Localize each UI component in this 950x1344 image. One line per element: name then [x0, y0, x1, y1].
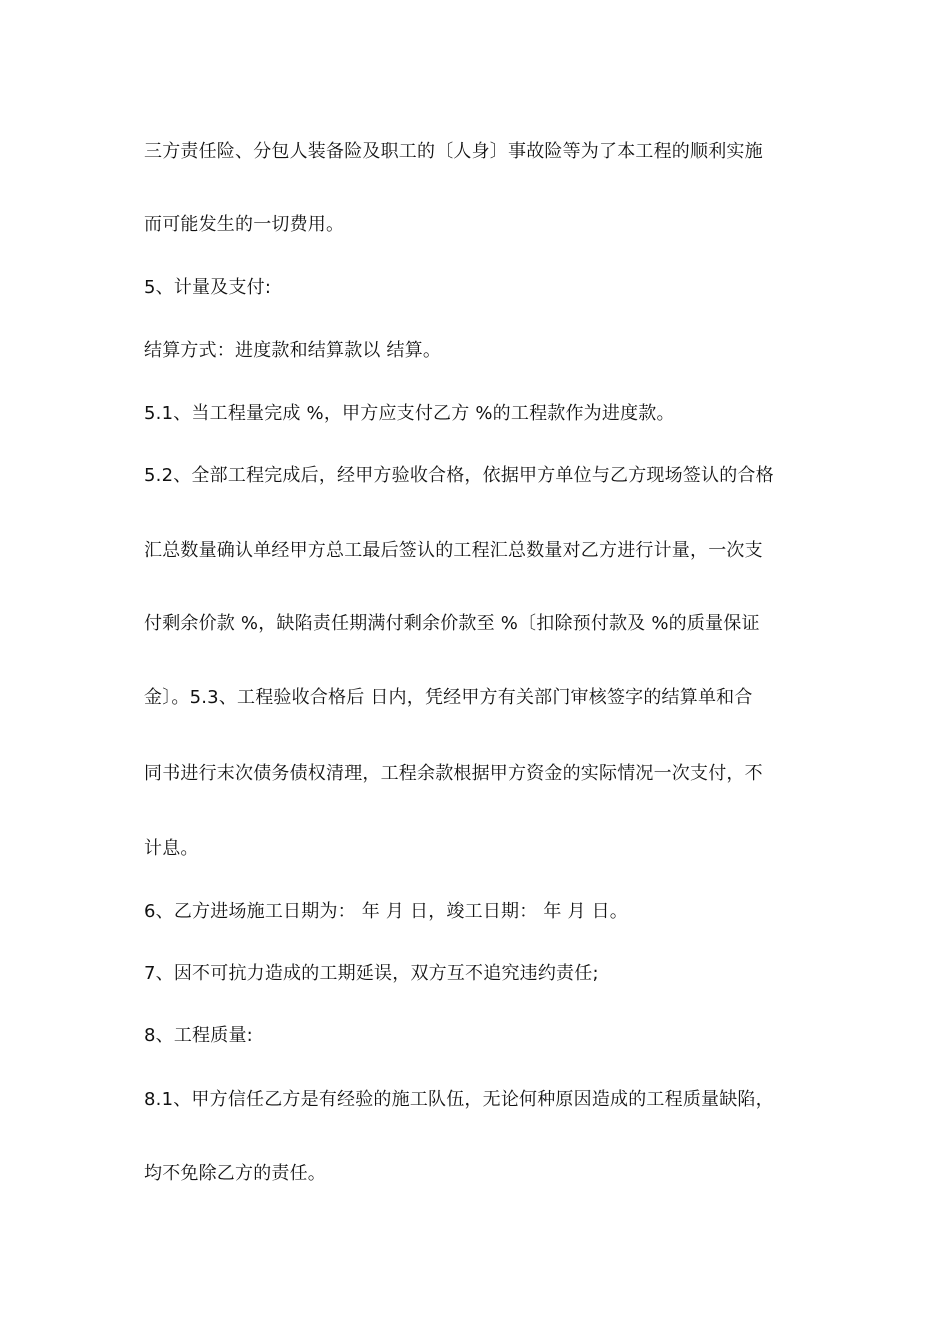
text-line: 金〕。5.3、工程验收合格后 日内，凭经甲方有关部门审核签字的结算单和合 — [144, 687, 753, 708]
text-line: 8.1、甲方信任乙方是有经验的施工队伍，无论何种原因造成的工程质量缺陷， — [144, 1089, 774, 1110]
section-heading: 8、工程质量: — [144, 1025, 253, 1046]
text-line: 7、因不可抗力造成的工期延误，双方互不追究违约责任; — [144, 963, 599, 984]
text-line: 三方责任险、分包人装备险及职工的〔人身〕事故险等为了本工程的顺利实施 — [144, 141, 763, 162]
section-heading: 5、计量及支付: — [144, 277, 272, 298]
text-line: 付剩余价款 %，缺陷责任期满付剩余价款至 %〔扣除预付款及 %的质量保证 — [144, 613, 760, 634]
text-line: 均不免除乙方的责任。 — [144, 1163, 326, 1184]
text-line: 汇总数量确认单经甲方总工最后签认的工程汇总数量对乙方进行计量，一次支 — [144, 540, 763, 561]
text-line: 5.1、当工程量完成 %，甲方应支付乙方 %的工程款作为进度款。 — [144, 403, 675, 424]
text-line: 6、乙方进场施工日期为： 年 月 日，竣工日期： 年 月 日。 — [144, 901, 628, 922]
text-line: 结算方式：进度款和结算款以 结算。 — [144, 340, 442, 361]
text-line: 计息。 — [144, 838, 199, 859]
text-line: 同书进行末次债务债权清理，工程余款根据甲方资金的实际情况一次支付，不 — [144, 763, 763, 784]
text-line: 而可能发生的一切费用。 — [144, 214, 345, 235]
text-line: 5.2、全部工程完成后，经甲方验收合格，依据甲方单位与乙方现场签认的合格 — [144, 465, 774, 486]
